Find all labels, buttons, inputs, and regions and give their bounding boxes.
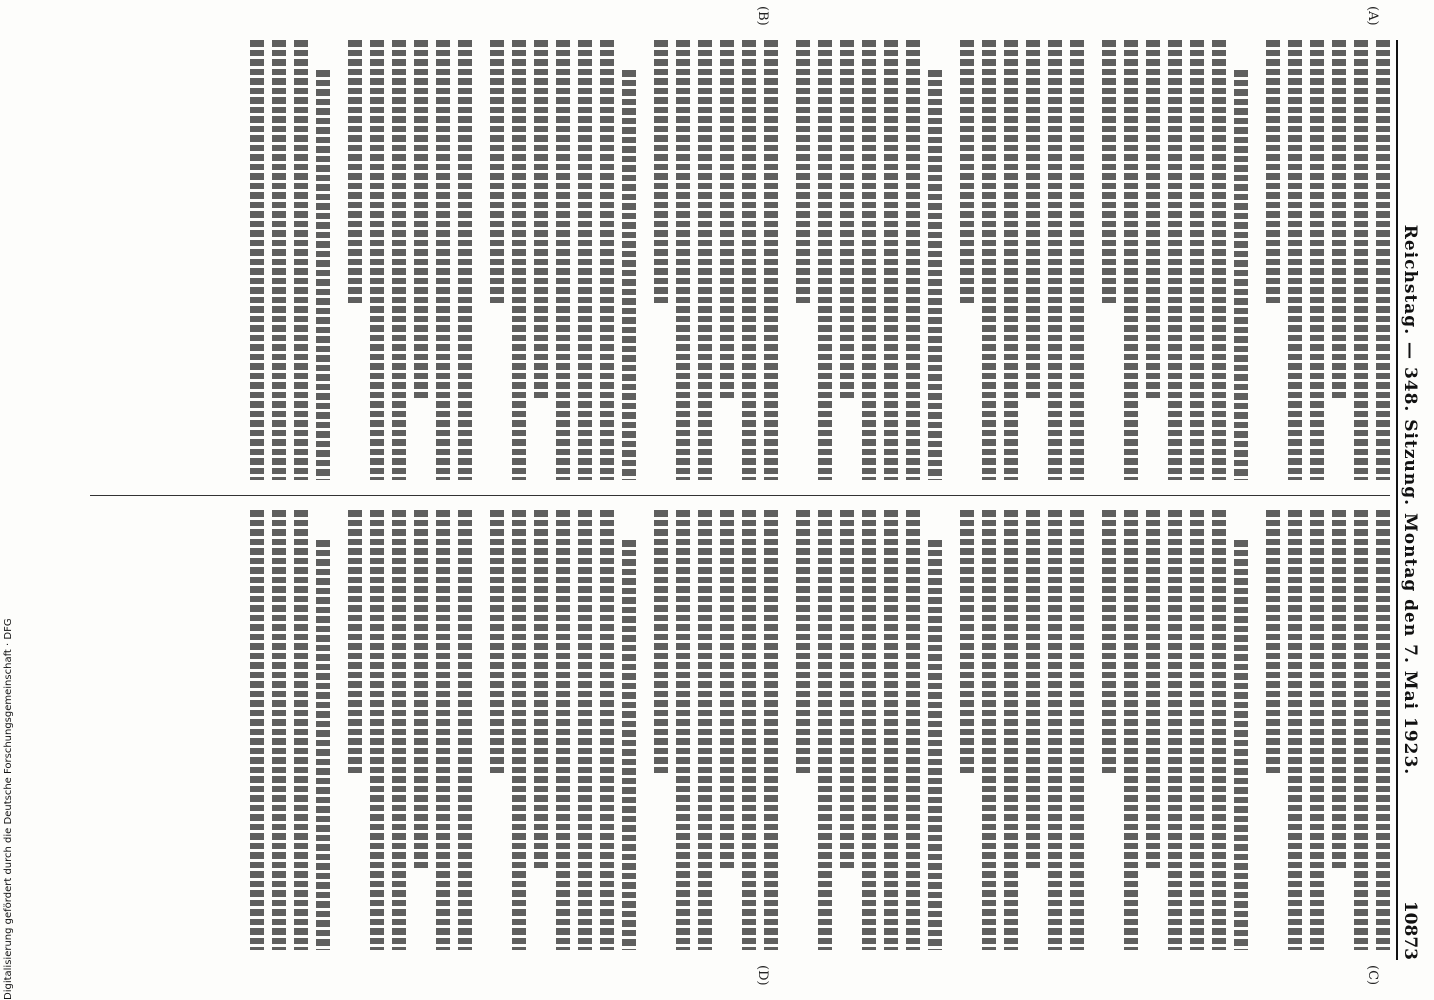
text-line: [1102, 510, 1116, 774]
paragraph-gap: [942, 40, 952, 480]
text-line: [764, 40, 778, 480]
text-line: [1004, 40, 1018, 480]
text-line: [1376, 510, 1390, 950]
text-line: [1026, 510, 1040, 871]
paragraph-gap: [330, 510, 340, 950]
rotated-page-content: [80, 6, 1420, 986]
paragraph-gap: [636, 510, 646, 950]
text-line: [458, 510, 472, 950]
text-line: [1168, 40, 1182, 480]
text-line: [512, 40, 526, 480]
text-line: [490, 40, 504, 304]
text-line: [1310, 510, 1324, 950]
text-line: [578, 40, 592, 480]
text-line: [414, 510, 428, 871]
text-line: [600, 510, 614, 950]
text-line: [1266, 40, 1280, 304]
text-line: [534, 40, 548, 401]
text-line: [960, 510, 974, 774]
text-line: [676, 40, 690, 480]
text-line: [436, 40, 450, 480]
text-line: [392, 510, 406, 950]
text-line: [1234, 540, 1248, 950]
text-line: [1310, 40, 1324, 480]
text-line: [796, 510, 810, 774]
text-line: [676, 510, 690, 950]
text-line: [1048, 40, 1062, 480]
text-line: [982, 510, 996, 950]
paragraph-gap: [1084, 40, 1094, 480]
text-line: [742, 40, 756, 480]
margin-mark-d: (D): [755, 965, 770, 986]
text-line: [1190, 510, 1204, 950]
text-line: [370, 510, 384, 950]
text-line: [840, 40, 854, 401]
running-head: Reichstag. — 348. Sitzung. Montag den 7. Mai 1923.: [1400, 224, 1420, 776]
text-line: [906, 510, 920, 950]
text-line: [906, 40, 920, 480]
text-line: [654, 510, 668, 774]
text-line: [534, 510, 548, 871]
text-line: [370, 40, 384, 480]
text-line: [622, 70, 636, 480]
margin-mark-b: (B): [755, 6, 770, 26]
text-line: [414, 40, 428, 401]
text-line: [928, 540, 942, 950]
text-line: [1070, 510, 1084, 950]
text-line: [1070, 40, 1084, 480]
text-line: [764, 510, 778, 950]
paragraph-gap: [1248, 510, 1258, 950]
text-line: [698, 40, 712, 480]
paragraph-gap: [778, 510, 788, 950]
text-line: [1332, 510, 1346, 871]
text-line: [796, 40, 810, 304]
text-line: [1168, 510, 1182, 950]
text-line: [250, 40, 264, 480]
text-line: [742, 510, 756, 950]
text-line: [1048, 510, 1062, 950]
margin-mark-c: (C): [1365, 965, 1380, 986]
text-line: [1354, 510, 1368, 950]
text-line: [1026, 40, 1040, 401]
margin-mark-a: (A): [1365, 6, 1380, 26]
text-line: [1212, 510, 1226, 950]
header-rule: [1396, 40, 1398, 960]
text-line: [982, 40, 996, 480]
text-line: [720, 40, 734, 401]
paragraph-gap: [636, 40, 646, 480]
page-number: 10873: [1400, 900, 1420, 960]
column-divider: [90, 495, 1390, 496]
text-line: [294, 40, 308, 480]
paragraph-gap: [330, 40, 340, 480]
text-line: [556, 510, 570, 950]
text-line: [960, 40, 974, 304]
text-line: [1102, 40, 1116, 304]
text-line: [1354, 40, 1368, 480]
text-column-left: [90, 40, 1390, 480]
text-line: [1288, 510, 1302, 950]
text-column-right: [90, 510, 1390, 950]
text-line: [928, 70, 942, 480]
text-line: [1124, 40, 1138, 480]
text-line: [1234, 70, 1248, 480]
text-line: [512, 510, 526, 950]
paragraph-gap: [1084, 510, 1094, 950]
text-line: [840, 510, 854, 871]
paragraph-gap: [472, 510, 482, 950]
text-line: [316, 540, 330, 950]
text-line: [1288, 40, 1302, 480]
text-line: [1004, 510, 1018, 950]
text-line: [1212, 40, 1226, 480]
text-line: [698, 510, 712, 950]
text-line: [436, 510, 450, 950]
text-line: [316, 70, 330, 480]
text-line: [272, 40, 286, 480]
text-line: [862, 510, 876, 950]
text-line: [1124, 510, 1138, 950]
text-line: [1332, 40, 1346, 401]
text-line: [884, 40, 898, 480]
text-line: [490, 510, 504, 774]
text-line: [294, 510, 308, 950]
paragraph-gap: [1248, 40, 1258, 480]
text-line: [578, 510, 592, 950]
text-line: [348, 510, 362, 774]
text-line: [600, 40, 614, 480]
text-line: [818, 510, 832, 950]
text-line: [556, 40, 570, 480]
text-line: [458, 40, 472, 480]
text-line: [250, 510, 264, 950]
text-line: [818, 40, 832, 480]
text-line: [1376, 40, 1390, 480]
text-line: [392, 40, 406, 480]
paragraph-gap: [472, 40, 482, 480]
paragraph-gap: [778, 40, 788, 480]
text-line: [348, 40, 362, 304]
text-line: [622, 540, 636, 950]
text-line: [1146, 510, 1160, 871]
paragraph-gap: [942, 510, 952, 950]
text-line: [654, 40, 668, 304]
text-line: [1190, 40, 1204, 480]
text-line: [1266, 510, 1280, 774]
digitization-note: Digitalisierung gefördert durch die Deutsche Forschungsgemeinschaft · DFG: [3, 618, 14, 1000]
text-line: [862, 40, 876, 480]
text-line: [720, 510, 734, 871]
text-line: [272, 510, 286, 950]
text-line: [884, 510, 898, 950]
text-line: [1146, 40, 1160, 401]
